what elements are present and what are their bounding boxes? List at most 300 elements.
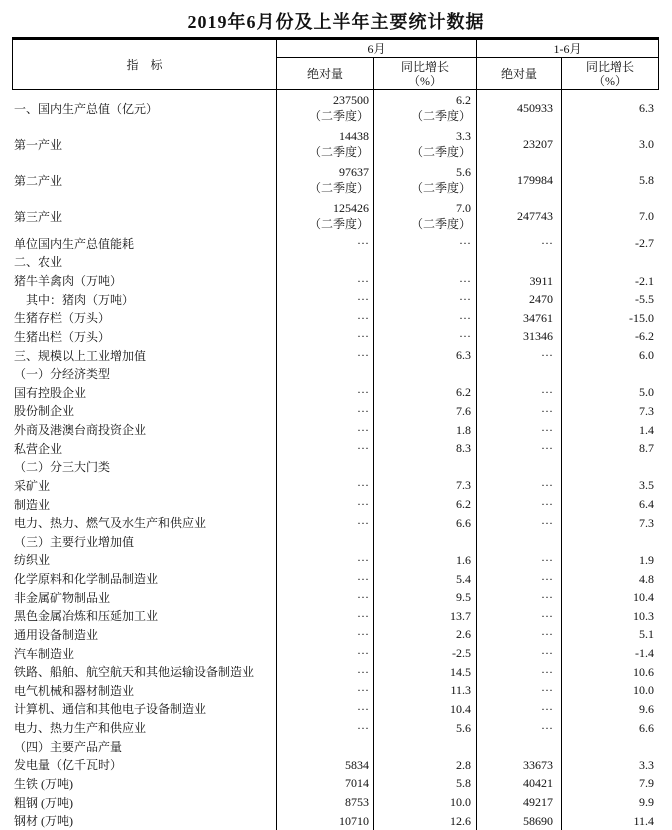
h1-yoy-cell	[562, 588, 659, 607]
june-absolute-value: 7014	[345, 776, 369, 791]
h1-yoy-value: 9.9	[639, 795, 654, 810]
h1-yoy-cell	[562, 198, 659, 234]
june-yoy-cell	[374, 607, 477, 626]
june-yoy-cell	[374, 756, 477, 775]
h1-absolute-cell	[477, 607, 562, 626]
june-yoy-value: 8.3	[456, 441, 471, 456]
h1-absolute-cell	[477, 439, 562, 458]
june-yoy-value: 1.6	[456, 552, 471, 567]
h1-yoy-cell	[562, 513, 659, 532]
h1-yoy-value: 5.8	[639, 173, 654, 187]
h1-absolute-cell	[477, 495, 562, 514]
june-yoy-value: 7.0	[456, 201, 471, 215]
june-yoy-value: 12.6	[450, 813, 471, 828]
header-h1-yoy	[562, 58, 659, 90]
indicator-cell: 化学原料和化学制品制造业	[12, 569, 277, 588]
june-absolute-value: ···	[357, 627, 369, 642]
june-absolute-value: ···	[357, 552, 369, 567]
h1-yoy-cell	[562, 756, 659, 775]
june-absolute-value: ···	[357, 646, 369, 661]
june-absolute-cell	[277, 811, 374, 830]
header-june-absolute	[277, 58, 374, 90]
header-h1-absolute	[477, 58, 562, 90]
june-absolute-cell	[277, 126, 374, 162]
h1-yoy-value: -2.7	[635, 236, 654, 251]
indicator-cell: 其中：猪肉（万吨）	[12, 290, 277, 309]
header-h1-yoy-label: 同比增长	[585, 59, 634, 74]
h1-yoy-cell	[562, 253, 659, 272]
h1-absolute-cell	[477, 271, 562, 290]
june-yoy-cell	[374, 309, 477, 328]
h1-absolute-value: ···	[541, 385, 553, 400]
indicator-cell: 生铁 (万吨)	[12, 774, 277, 793]
june-absolute-value: ···	[357, 403, 369, 418]
june-absolute-cell	[277, 569, 374, 588]
indicator-cell: 黑色金属冶炼和压延加工业	[12, 607, 277, 626]
june-yoy-cell	[374, 569, 477, 588]
june-yoy-cell	[374, 458, 477, 477]
june-yoy-cell	[374, 513, 477, 532]
h1-absolute-cell	[477, 569, 562, 588]
indicator-cell: 铁路、船舶、航空航天和其他运输设备制造业	[12, 662, 277, 681]
june-yoy-cell	[374, 383, 477, 402]
h1-yoy-cell	[562, 383, 659, 402]
june-absolute-note: （二季度）	[308, 145, 369, 159]
june-yoy-value: 14.5	[450, 664, 471, 679]
june-yoy-value: 9.5	[456, 590, 471, 605]
h1-absolute-value: 247743	[517, 209, 553, 223]
header-june-yoy-label: 同比增长	[400, 59, 449, 74]
june-absolute-cell	[277, 327, 374, 346]
june-yoy-cell	[374, 681, 477, 700]
june-absolute-cell	[277, 234, 374, 253]
june-yoy-value: 1.8	[456, 422, 471, 437]
june-absolute-value: ···	[357, 329, 369, 344]
indicator-cell: 一、国内生产总值（亿元）	[12, 90, 277, 126]
h1-absolute-cell	[477, 90, 562, 126]
h1-yoy-value: 6.6	[639, 720, 654, 735]
june-yoy-cell	[374, 774, 477, 793]
june-yoy-value: 5.6	[456, 720, 471, 735]
june-yoy-cell	[374, 532, 477, 551]
h1-absolute-cell	[477, 420, 562, 439]
h1-absolute-cell	[477, 346, 562, 365]
june-yoy-cell	[374, 551, 477, 570]
june-absolute-note: （二季度）	[308, 109, 369, 123]
h1-yoy-cell	[562, 737, 659, 756]
june-absolute-value: ···	[357, 385, 369, 400]
indicator-cell: 粗钢 (万吨)	[12, 793, 277, 812]
june-absolute-value: 97637	[339, 165, 369, 179]
h1-absolute-value: ···	[541, 348, 553, 363]
h1-absolute-cell	[477, 700, 562, 719]
h1-absolute-cell	[477, 458, 562, 477]
june-absolute-value: ···	[357, 441, 369, 456]
june-absolute-cell	[277, 737, 374, 756]
h1-yoy-cell	[562, 662, 659, 681]
june-yoy-cell	[374, 700, 477, 719]
h1-yoy-cell	[562, 420, 659, 439]
h1-yoy-value: 6.0	[639, 348, 654, 363]
june-absolute-cell	[277, 607, 374, 626]
h1-absolute-value: 23207	[523, 137, 553, 151]
h1-absolute-cell	[477, 662, 562, 681]
h1-absolute-value: ···	[541, 571, 553, 586]
june-absolute-value: ···	[357, 273, 369, 288]
june-yoy-value: ···	[459, 310, 471, 325]
june-yoy-cell	[374, 126, 477, 162]
h1-absolute-cell	[477, 811, 562, 830]
june-yoy-value: 7.6	[456, 403, 471, 418]
h1-absolute-value: ···	[541, 236, 553, 251]
h1-yoy-cell	[562, 458, 659, 477]
indicator-cell: 生猪出栏（万头）	[12, 327, 277, 346]
june-yoy-note: （二季度）	[410, 109, 471, 123]
h1-absolute-value: 34761	[523, 310, 553, 325]
june-absolute-value: ···	[357, 497, 369, 512]
june-absolute-value: ···	[357, 720, 369, 735]
june-absolute-value: 10710	[339, 813, 369, 828]
june-yoy-value: 2.6	[456, 627, 471, 642]
h1-absolute-value: ···	[541, 627, 553, 642]
june-absolute-value: 5834	[345, 757, 369, 772]
h1-absolute-value: 58690	[523, 813, 553, 828]
june-absolute-cell	[277, 644, 374, 663]
h1-yoy-cell	[562, 162, 659, 198]
header-h1-yoy-unit: （%）	[593, 73, 627, 88]
june-absolute-cell	[277, 346, 374, 365]
h1-yoy-value: -1.4	[635, 646, 654, 661]
h1-absolute-cell	[477, 364, 562, 383]
june-absolute-value: ···	[357, 664, 369, 679]
june-yoy-value: 6.2	[456, 93, 471, 107]
june-yoy-note: （二季度）	[410, 181, 471, 195]
h1-yoy-value: -2.1	[635, 273, 654, 288]
indicator-cell: 第三产业	[12, 198, 277, 234]
june-yoy-cell	[374, 811, 477, 830]
h1-absolute-value: ···	[541, 683, 553, 698]
h1-yoy-value: 9.6	[639, 701, 654, 716]
june-yoy-cell	[374, 346, 477, 365]
h1-absolute-value: ···	[541, 441, 553, 456]
indicator-cell: 计算机、通信和其他电子设备制造业	[12, 700, 277, 719]
june-absolute-note: （二季度）	[308, 217, 369, 231]
june-yoy-value: 5.8	[456, 776, 471, 791]
june-absolute-cell	[277, 625, 374, 644]
june-absolute-cell	[277, 495, 374, 514]
june-absolute-cell	[277, 588, 374, 607]
header-june-absolute-label: 绝对量	[306, 66, 343, 81]
h1-absolute-value: 179984	[517, 173, 553, 187]
june-absolute-value: ···	[357, 478, 369, 493]
indicator-cell: 猪牛羊禽肉（万吨）	[12, 271, 277, 290]
june-yoy-cell	[374, 718, 477, 737]
june-absolute-cell	[277, 551, 374, 570]
indicator-cell: 通用设备制造业	[12, 625, 277, 644]
june-yoy-cell	[374, 253, 477, 272]
h1-absolute-cell	[477, 402, 562, 421]
june-yoy-value: ···	[459, 273, 471, 288]
h1-yoy-value: 3.0	[639, 137, 654, 151]
june-yoy-cell	[374, 625, 477, 644]
h1-yoy-value: 7.9	[639, 776, 654, 791]
h1-absolute-cell	[477, 309, 562, 328]
h1-absolute-cell	[477, 756, 562, 775]
h1-yoy-cell	[562, 327, 659, 346]
h1-yoy-value: 10.3	[633, 608, 654, 623]
indicator-cell: 外商及港澳台商投资企业	[12, 420, 277, 439]
h1-absolute-cell	[477, 513, 562, 532]
june-yoy-value: 13.7	[450, 608, 471, 623]
june-absolute-value: ···	[357, 348, 369, 363]
h1-absolute-cell	[477, 290, 562, 309]
h1-yoy-value: -6.2	[635, 329, 654, 344]
h1-absolute-cell	[477, 551, 562, 570]
june-yoy-note: （二季度）	[410, 217, 471, 231]
h1-yoy-value: 6.4	[639, 497, 654, 512]
june-absolute-cell	[277, 476, 374, 495]
indicator-cell: 股份制企业	[12, 402, 277, 421]
stats-table	[12, 37, 659, 830]
h1-absolute-value: 40421	[523, 776, 553, 791]
june-absolute-cell	[277, 309, 374, 328]
h1-yoy-value: 10.6	[633, 664, 654, 679]
h1-yoy-cell	[562, 495, 659, 514]
h1-absolute-value: 33673	[523, 757, 553, 772]
header-june-yoy-unit: （%）	[408, 73, 442, 88]
h1-yoy-cell	[562, 700, 659, 719]
header-june-yoy	[374, 58, 477, 90]
june-yoy-value: ···	[459, 329, 471, 344]
header-indicator: 指 标	[12, 40, 277, 90]
june-absolute-cell	[277, 532, 374, 551]
june-absolute-cell	[277, 718, 374, 737]
h1-yoy-value: 7.0	[639, 209, 654, 223]
h1-absolute-value: ···	[541, 664, 553, 679]
june-absolute-cell	[277, 756, 374, 775]
june-absolute-cell	[277, 458, 374, 477]
h1-absolute-value: ···	[541, 403, 553, 418]
h1-yoy-value: 4.8	[639, 571, 654, 586]
june-yoy-value: 5.4	[456, 571, 471, 586]
indicator-cell: （三）主要行业增加值	[12, 532, 277, 551]
h1-absolute-cell	[477, 737, 562, 756]
indicator-cell: 生猪存栏（万头）	[12, 309, 277, 328]
h1-absolute-cell	[477, 198, 562, 234]
june-yoy-cell	[374, 162, 477, 198]
indicator-cell: 采矿业	[12, 476, 277, 495]
h1-absolute-cell	[477, 588, 562, 607]
h1-absolute-value: 31346	[523, 329, 553, 344]
h1-absolute-cell	[477, 253, 562, 272]
june-yoy-value: 6.2	[456, 385, 471, 400]
june-yoy-cell	[374, 90, 477, 126]
june-yoy-value: 10.0	[450, 795, 471, 810]
h1-yoy-cell	[562, 476, 659, 495]
june-absolute-value: ···	[357, 236, 369, 251]
indicator-cell: 制造业	[12, 495, 277, 514]
june-absolute-value: ···	[357, 683, 369, 698]
june-absolute-cell	[277, 439, 374, 458]
h1-absolute-value: ···	[541, 590, 553, 605]
june-yoy-cell	[374, 737, 477, 756]
june-yoy-value: 6.2	[456, 497, 471, 512]
h1-yoy-cell	[562, 681, 659, 700]
june-absolute-cell	[277, 271, 374, 290]
indicator-cell: （四）主要产品产量	[12, 737, 277, 756]
h1-absolute-value: ···	[541, 552, 553, 567]
june-absolute-cell	[277, 513, 374, 532]
june-absolute-cell	[277, 290, 374, 309]
june-yoy-cell	[374, 290, 477, 309]
june-absolute-value: ···	[357, 701, 369, 716]
june-yoy-value: -2.5	[452, 646, 471, 661]
h1-yoy-value: 7.3	[639, 515, 654, 530]
h1-absolute-cell	[477, 625, 562, 644]
h1-yoy-cell	[562, 644, 659, 663]
june-yoy-cell	[374, 234, 477, 253]
h1-yoy-cell	[562, 271, 659, 290]
page-title: 2019年6月份及上半年主要统计数据	[187, 12, 485, 32]
h1-yoy-cell	[562, 811, 659, 830]
june-yoy-cell	[374, 439, 477, 458]
h1-yoy-value: 3.3	[639, 757, 654, 772]
h1-yoy-value: 6.3	[639, 101, 654, 115]
june-yoy-value: ···	[459, 236, 471, 251]
h1-absolute-value: ···	[541, 701, 553, 716]
h1-yoy-value: 1.4	[639, 422, 654, 437]
h1-yoy-value: 5.1	[639, 627, 654, 642]
june-yoy-cell	[374, 644, 477, 663]
june-absolute-cell	[277, 198, 374, 234]
june-absolute-note: （二季度）	[308, 181, 369, 195]
june-absolute-value: ···	[357, 515, 369, 530]
june-absolute-cell	[277, 253, 374, 272]
june-yoy-value: 3.3	[456, 129, 471, 143]
h1-yoy-value: 10.0	[633, 683, 654, 698]
june-yoy-value: 6.6	[456, 515, 471, 530]
june-absolute-value: ···	[357, 422, 369, 437]
h1-absolute-cell	[477, 383, 562, 402]
indicator-cell: 非金属矿物制品业	[12, 588, 277, 607]
june-yoy-cell	[374, 793, 477, 812]
june-yoy-cell	[374, 364, 477, 383]
h1-absolute-value: 3911	[529, 273, 553, 288]
h1-absolute-value: ···	[541, 720, 553, 735]
h1-yoy-value: 8.7	[639, 441, 654, 456]
june-yoy-value: 6.3	[456, 348, 471, 363]
june-absolute-cell	[277, 681, 374, 700]
h1-yoy-value: 3.5	[639, 478, 654, 493]
indicator-cell: （一）分经济类型	[12, 364, 277, 383]
h1-yoy-cell	[562, 625, 659, 644]
h1-absolute-cell	[477, 162, 562, 198]
june-yoy-cell	[374, 271, 477, 290]
june-absolute-cell	[277, 662, 374, 681]
june-absolute-cell	[277, 364, 374, 383]
h1-yoy-value: -5.5	[635, 292, 654, 307]
june-yoy-cell	[374, 495, 477, 514]
h1-yoy-cell	[562, 309, 659, 328]
h1-absolute-cell	[477, 476, 562, 495]
june-absolute-cell	[277, 420, 374, 439]
june-yoy-value: 11.3	[450, 683, 471, 698]
h1-yoy-value: 10.4	[633, 590, 654, 605]
june-absolute-cell	[277, 402, 374, 421]
june-yoy-value: 7.3	[456, 478, 471, 493]
june-yoy-note: （二季度）	[410, 145, 471, 159]
june-absolute-cell	[277, 700, 374, 719]
indicator-cell: 纺织业	[12, 551, 277, 570]
h1-yoy-cell	[562, 402, 659, 421]
h1-yoy-cell	[562, 234, 659, 253]
h1-absolute-cell	[477, 718, 562, 737]
h1-yoy-cell	[562, 126, 659, 162]
h1-yoy-cell	[562, 793, 659, 812]
june-absolute-cell	[277, 383, 374, 402]
june-yoy-value: 2.8	[456, 757, 471, 772]
june-absolute-value: ···	[357, 608, 369, 623]
june-absolute-value: 14438	[339, 129, 369, 143]
june-yoy-value: ···	[459, 292, 471, 307]
h1-yoy-cell	[562, 551, 659, 570]
h1-yoy-cell	[562, 290, 659, 309]
indicator-cell: 电气机械和器材制造业	[12, 681, 277, 700]
h1-yoy-cell	[562, 439, 659, 458]
h1-absolute-cell	[477, 532, 562, 551]
june-absolute-cell	[277, 793, 374, 812]
indicator-cell: 单位国内生产总值能耗	[12, 234, 277, 253]
june-yoy-cell	[374, 327, 477, 346]
h1-absolute-value: 450933	[517, 101, 553, 115]
h1-absolute-cell	[477, 774, 562, 793]
h1-absolute-value: ···	[541, 515, 553, 530]
june-absolute-value: ···	[357, 310, 369, 325]
june-absolute-value: 125426	[333, 201, 369, 215]
header-group-jan-june: 1-6月	[477, 40, 659, 58]
indicator-cell: 国有控股企业	[12, 383, 277, 402]
h1-yoy-cell	[562, 346, 659, 365]
indicator-cell: 三、规模以上工业增加值	[12, 346, 277, 365]
june-yoy-cell	[374, 420, 477, 439]
h1-yoy-value: -15.0	[629, 310, 654, 325]
h1-absolute-value: 49217	[523, 795, 553, 810]
h1-yoy-cell	[562, 90, 659, 126]
h1-yoy-cell	[562, 569, 659, 588]
indicator-cell: 第二产业	[12, 162, 277, 198]
june-absolute-cell	[277, 774, 374, 793]
h1-yoy-cell	[562, 607, 659, 626]
june-yoy-value: 10.4	[450, 701, 471, 716]
h1-absolute-cell	[477, 234, 562, 253]
h1-absolute-cell	[477, 327, 562, 346]
june-yoy-cell	[374, 402, 477, 421]
h1-absolute-value: ···	[541, 646, 553, 661]
h1-yoy-value: 1.9	[639, 552, 654, 567]
indicator-cell: 电力、热力生产和供应业	[12, 718, 277, 737]
june-absolute-value: 237500	[333, 93, 369, 107]
h1-absolute-value: ···	[541, 608, 553, 623]
h1-yoy-cell	[562, 532, 659, 551]
header-h1-absolute-label: 绝对量	[500, 66, 537, 81]
header-group-june: 6月	[277, 40, 477, 58]
h1-absolute-value: 2470	[529, 292, 553, 307]
h1-yoy-cell	[562, 718, 659, 737]
h1-absolute-cell	[477, 793, 562, 812]
h1-yoy-value: 11.4	[633, 813, 654, 828]
indicator-cell: （二）分三大门类	[12, 458, 277, 477]
indicator-cell: 钢材 (万吨)	[12, 811, 277, 830]
